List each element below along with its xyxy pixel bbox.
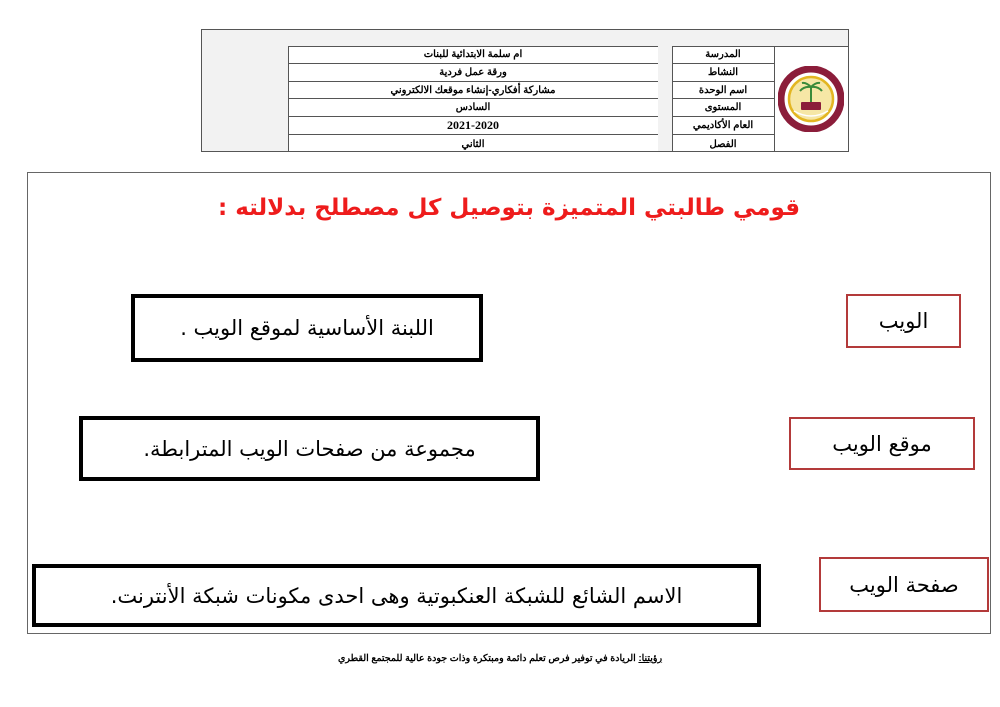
school-name-value: ام سلمة الابتدائية للبنات [288, 46, 658, 64]
school-label: المدرسة [672, 46, 774, 64]
definition-box-1[interactable]: اللبنة الأساسية لموقع الويب . [131, 294, 483, 362]
unit-name-label: اسم الوحدة [672, 82, 774, 100]
level-value: السادس [288, 99, 658, 117]
table-top-band [202, 30, 848, 47]
logo-cell [774, 46, 848, 151]
academic-year-value: 2021-2020 [288, 117, 658, 135]
vision-statement [0, 653, 1000, 664]
term-box-website[interactable]: موقع الويب [789, 417, 975, 470]
info-labels-column [672, 46, 775, 151]
semester-value: الثاني [461, 138, 485, 150]
term-box-web[interactable]: الويب [846, 294, 961, 348]
level-label: المستوى [672, 99, 774, 117]
table-blank-column [202, 46, 289, 151]
instruction-heading: قومي طالبتي المتميزة بتوصيل كل مصطلح بدلالته : [217, 195, 801, 221]
vision-text: الريادة في توفير فرص تعلم دائمة ومبتكرة وذات جودة عالية للمجتمع القطري [337, 653, 639, 664]
academic-year-label: العام الأكاديمي [672, 117, 774, 135]
ministry-logo [778, 66, 844, 132]
table-gap-column [658, 46, 673, 151]
matching-worksheet [27, 172, 991, 634]
info-values-column [288, 46, 659, 151]
activity-label: النشاط [672, 64, 774, 82]
unit-name-value: مشاركة أفكاري-إنشاء موقعك الالكتروني [288, 82, 658, 100]
vision-label: رؤيتنا: [638, 653, 663, 664]
definition-box-2[interactable]: مجموعة من صفحات الويب المترابطة. [79, 416, 540, 481]
semester-label: الفصل [709, 138, 737, 150]
school-info-table [201, 29, 849, 152]
activity-value: ورقة عمل فردية [288, 64, 658, 82]
term-box-webpage[interactable]: صفحة الويب [819, 557, 989, 612]
definition-box-3[interactable]: الاسم الشائع للشبكة العنكبوتية وهى احدى مكونات شبكة الأنترنت. [32, 564, 761, 627]
